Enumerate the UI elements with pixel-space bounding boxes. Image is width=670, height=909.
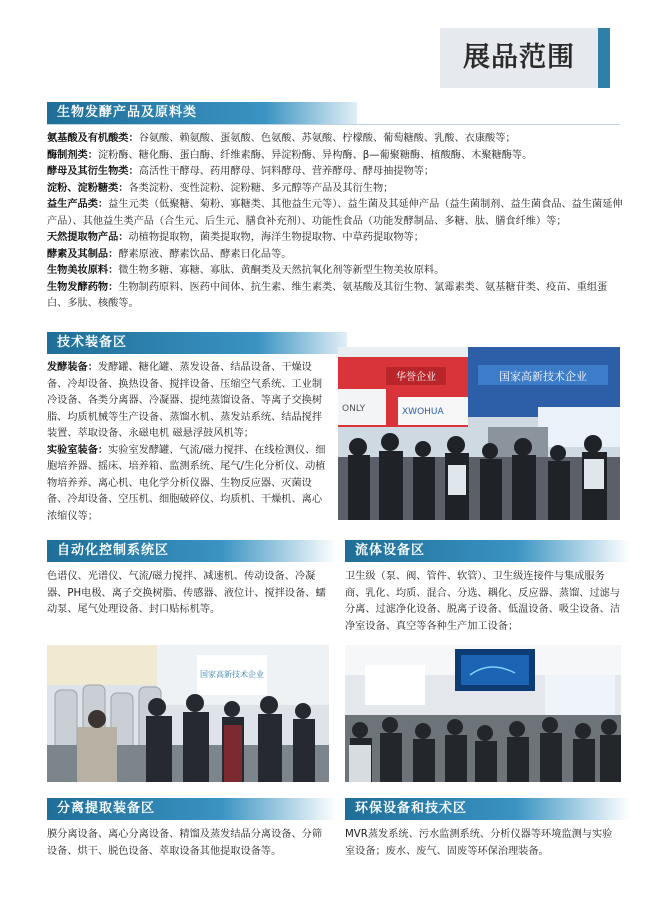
section-heading-separation: 分离提取装备区: [47, 798, 337, 820]
list-item: 生物发酵药物：生物制药原料、医药中间体、抗生素、维生素类、氨基酸及其衍生物、氯霉素类、氨基糖苷类、疫苗、重组蛋白、多肽、核酸等。: [47, 281, 608, 309]
list-item: 实验室装备：实验室发酵罐、气流/磁力搅拌、在线检测仪、细胞培养器、摇床、培养箱、监测系统、尾气/生化分析仪、动植物培养养、离心机、电化学分析仪器、生物反应器、灭菌设备、冷却设备、空压机、细胞破碎仪、均质机、干燥机、离心浓缩仪等；: [47, 444, 326, 522]
separation-text: 膜分离设备、离心分离设备、精馏及蒸发结晶分离设备、分筛设备、烘干、脱色设备、萃取设备其他提取设备等。: [47, 829, 323, 857]
section-heading-environment: 环保设备和技术区: [345, 798, 630, 820]
fluid-text: 卫生级（泵、阀、管件、软管）、卫生级连接件与集成服务商、乳化、均质、混合、分选、耦化、反应器、蒸馏、过滤与分离、过滤净化设备、脱离子设备、低温设备、吸尘设备、洁净室设备、真空等各种生产加工设备；: [345, 571, 621, 632]
section-heading-tech: 技术装备区: [47, 332, 347, 354]
list-item: 天然提取物产品：动植物提取物，菌类提取物，海洋生物提取物、中草药提取物等；: [47, 232, 424, 243]
section-heading-bio: 生物发酵产品及原料类: [47, 102, 357, 124]
title-accent-stripe: [598, 28, 610, 88]
booth-sign: XWOHUA: [402, 407, 444, 417]
list-item: 酶制剂类：淀粉酶、糖化酶、蛋白酶、纤维素酶、异淀粉酶、异构酶、β—葡聚糖酶、植酸酶、木聚糖酶等。: [47, 149, 533, 161]
list-item: 发酵装备：发酵罐、糖化罐、蒸发设备、结晶设备、干燥设备、冷却设备、换热设备、搅拌设备、压缩空气系统、工业制冷设备、各类分离器、冷凝器、提纯蒸馏设备、等离子交换树脂、均质机械等生产设备、蒸馏水机、蒸发站系统、结晶搅拌装置、萃取设备、永磁电机 磁悬浮鼓风机等；: [47, 362, 323, 439]
bio-product-list: [47, 131, 625, 313]
tech-equipment-list: [47, 360, 329, 525]
expo-screen-illustration: [345, 645, 621, 782]
lab-booth-photo: [47, 645, 329, 782]
page-title: 展品范围: [463, 42, 575, 73]
list-item: 益生产品类：益生元类（低聚糖、菊粉、寡糖类、其他益生元等）、益生菌及其延伸产品（益生菌制剂、益生菌食品、益生菌延伸产品）、其他益生类产品（合生元、后生元、膳食补充剂）、功能性食品（功能发酵制品、多糖、肽、膳食纤维）等；: [47, 199, 623, 227]
section-heading-automation: 自动化控制系统区: [47, 540, 337, 562]
environment-text: MVR蒸发系统、污水监测系统、分析仪器等环境监测与实验室设备；废水、废气、固废等环保治理装备。: [345, 829, 613, 857]
lab-booth-illustration: [47, 645, 329, 782]
expo-screen-photo: [345, 645, 621, 782]
booth-sign: ONLY: [342, 404, 366, 414]
list-item: 酵素及其制品：酵素原液、酵素饮品、酵素日化品等。: [47, 248, 292, 260]
booth-sign: 国家高新技术企业: [200, 670, 264, 679]
booth-sign: 国家高新技术企业: [499, 370, 587, 383]
list-item: 氨基酸及有机酸类：谷氨酸、赖氨酸、蛋氨酸、色氨酸、苏氨酸、柠檬酸、葡萄糖酸、乳酸、衣康酸等；: [47, 133, 516, 144]
section-heading-fluid: 流体设备区: [345, 540, 630, 562]
list-item: 酵母及其衍生物类：高活性干酵母、药用酵母、饲料酵母、营养酵母、酵母抽提物等；: [47, 166, 435, 177]
booth-sign: 华誉企业: [396, 372, 436, 383]
list-item: 生物美妆原料：微生物多糖、寡糖、寡肽、黄酮类及天然抗氧化剂等新型生物美妆原料。: [47, 265, 445, 276]
list-item: 淀粉、淀粉糖类：各类淀粉、变性淀粉、淀粉糖、多元醇等产品及其衍生物；: [47, 182, 394, 194]
section-divider: [47, 124, 620, 125]
expo-hall-illustration: [338, 347, 620, 520]
automation-text: 色谱仪、光谱仪、气流/磁力搅拌、减速机、传动设备、冷凝器、PH电极、离子交换树脂、传感器、液位计、搅拌设备、蠕动泵、尾气处理设备、封口贴标机等。: [47, 571, 326, 615]
expo-hall-photo: [338, 347, 620, 520]
